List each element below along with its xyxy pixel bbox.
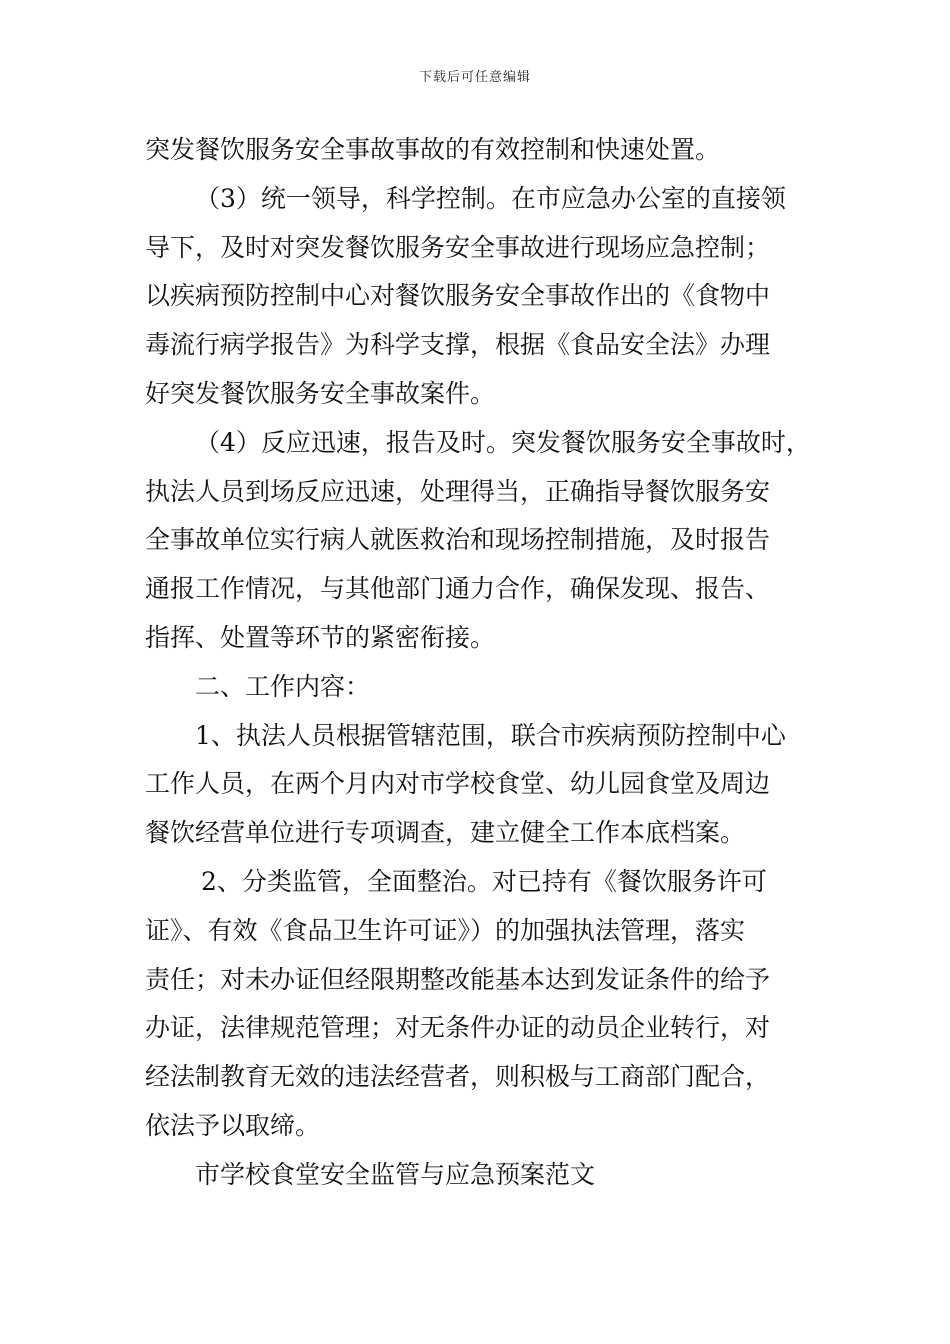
text-line: 办证，法律规范管理；对无条件办证的动员企业转行，对 — [145, 1013, 771, 1043]
document-title-line: 市学校食堂安全监管与应急预案范文 — [195, 1159, 596, 1189]
text-line: 好突发餐饮服务安全事故案件。 — [145, 378, 496, 408]
text-line: 导下，及时对突发餐饮服务安全事故进行现场应急控制； — [145, 232, 771, 262]
text-line: 全事故单位实行病人就医救治和现场控制措施，及时报告 — [145, 525, 771, 555]
document-body — [145, 126, 825, 1200]
text-line: （3）统一领导，科学控制。在市应急办公室的直接领 — [195, 183, 786, 213]
text-line: 责任；对未办证但经限期整改能基本达到发证条件的给予 — [145, 964, 771, 994]
text-line: 执法人员到场反应迅速，处理得当，正确指导餐饮服务安 — [145, 476, 771, 506]
text-line: 证》、有效《食品卫生许可证》）的加强执法管理，落实 — [145, 915, 746, 945]
text-line: 餐饮经营单位进行专项调查，建立健全工作本底档案。 — [145, 818, 746, 848]
text-line: 以疾病预防控制中心对餐饮服务安全事故作出的《食物中 — [145, 281, 771, 311]
text-line: 突发餐饮服务安全事故事故的有效控制和快速处置。 — [145, 135, 721, 164]
page-header: 下载后可任意编辑 — [418, 70, 531, 85]
text-line: 指挥、处置等环节的紧密衔接。 — [145, 622, 496, 652]
text-line: 2、分类监管，全面整治。对已持有《餐饮服务许可 — [201, 866, 767, 896]
text-line: 经法制教育无效的违法经营者，则积极与工商部门配合， — [145, 1062, 771, 1092]
section-heading: 二、工作内容： — [195, 671, 371, 701]
text-line: 1、执法人员根据管辖范围，联合市疾病预防控制中心 — [195, 720, 786, 750]
text-line: （4）反应迅速，报告及时。突发餐饮服务安全事故时， — [195, 427, 811, 457]
text-line: 工作人员，在两个月内对市学校食堂、幼儿园食堂及周边 — [145, 769, 771, 799]
text-line: 毒流行病学报告》为科学支撑，根据《食品安全法》办理 — [145, 330, 771, 360]
text-line: 通报工作情况，与其他部门通力合作，确保发现、报告、 — [145, 574, 771, 604]
text-line: 依法予以取缔。 — [145, 1110, 321, 1140]
